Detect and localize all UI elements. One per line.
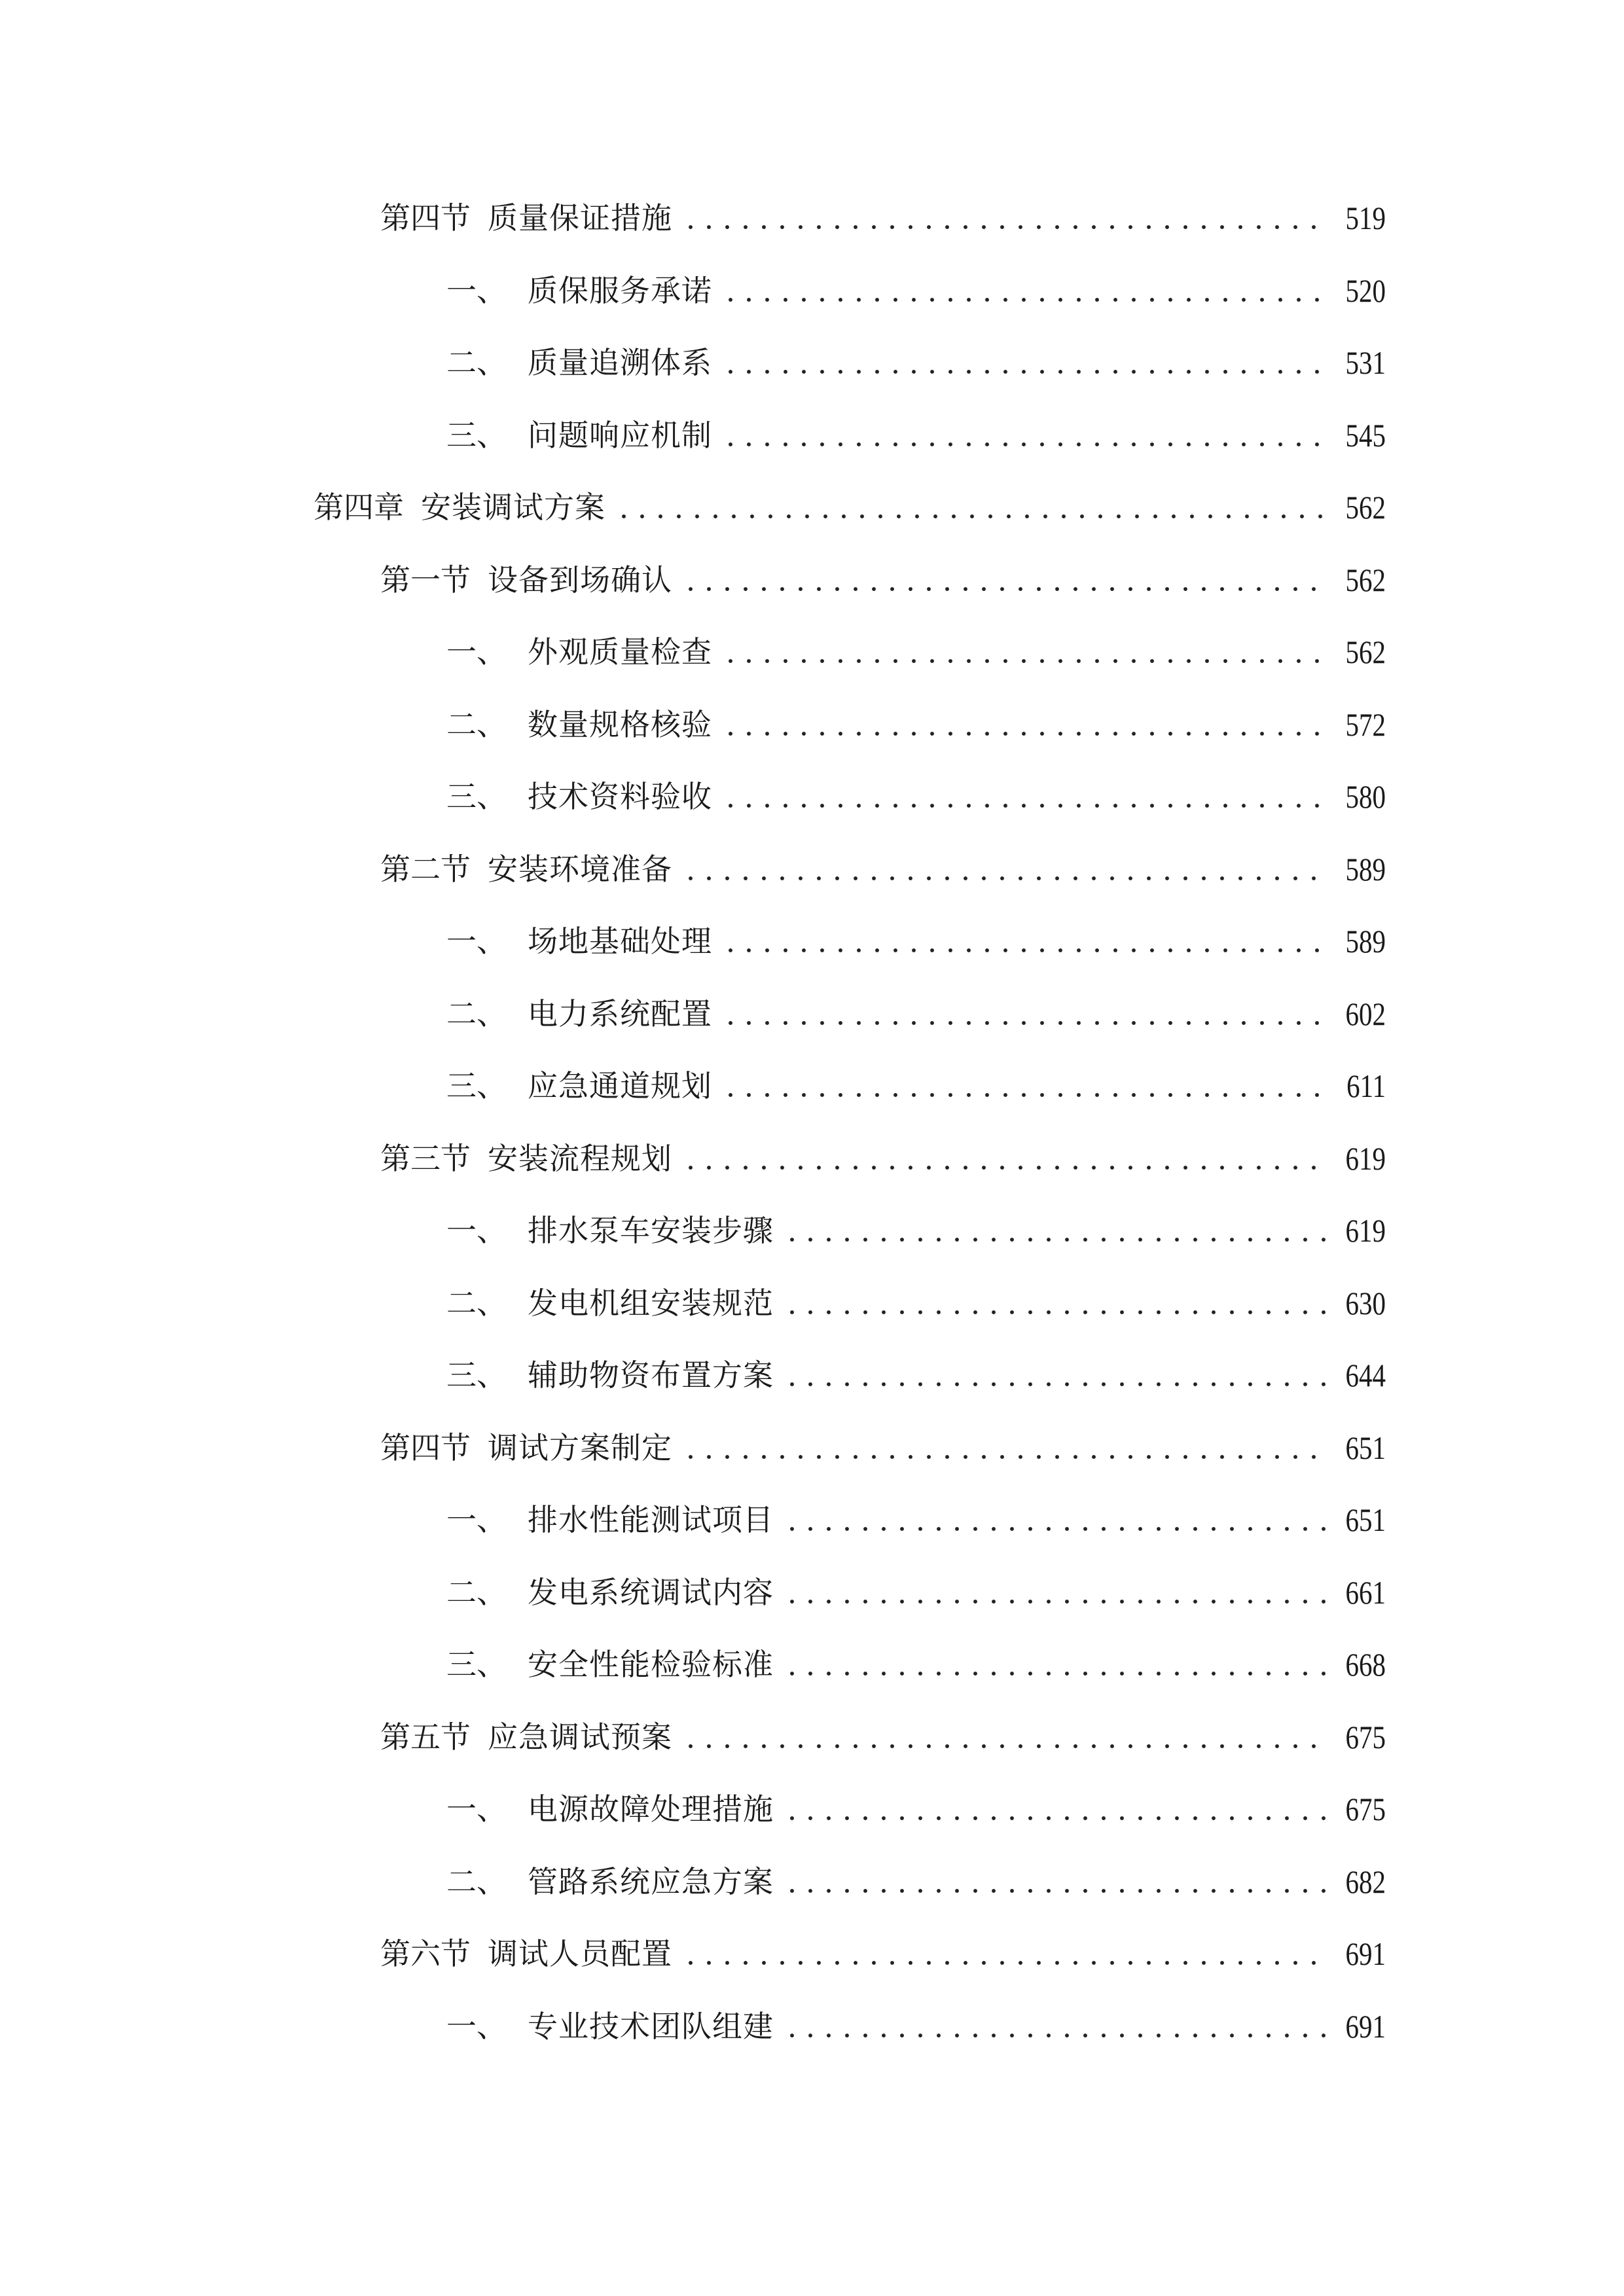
toc-entry-number: 三、 — [446, 1068, 507, 1104]
toc-entry-number: 三、 — [446, 1647, 507, 1683]
toc-entry-number: 一、 — [446, 2008, 507, 2044]
toc-entry-page-number: 602 — [1345, 995, 1386, 1032]
toc-entry-page-number: 675 — [1345, 1791, 1386, 1828]
toc-entry[interactable] — [0, 1412, 1624, 1484]
toc-entry-page-number: 651 — [1345, 1429, 1386, 1466]
toc-entry-title: 电力系统配置 — [528, 996, 712, 1031]
toc-entry-number: 二、 — [446, 706, 507, 742]
toc-entry-number: 第六节 — [380, 1936, 471, 1972]
toc-entry-page-number: 611 — [1346, 1067, 1386, 1105]
toc-entry-number: 第二节 — [380, 851, 471, 887]
toc-entry-number: 第四节 — [380, 1429, 471, 1465]
dot-leader — [783, 1789, 1329, 1829]
toc-entry-page-number: 675 — [1345, 1718, 1386, 1755]
toc-entry-number: 一、 — [446, 1502, 507, 1538]
toc-entry[interactable] — [0, 182, 1624, 255]
toc-entry-page-number: 691 — [1345, 2007, 1386, 2045]
toc-entry[interactable] — [0, 978, 1624, 1050]
toc-entry-number: 二、 — [446, 345, 507, 381]
toc-entry[interactable] — [0, 1050, 1624, 1122]
toc-entry-title: 质保服务承诺 — [528, 272, 712, 308]
toc-entry[interactable] — [0, 1339, 1624, 1412]
toc-entry[interactable] — [0, 327, 1624, 399]
toc-entry-title: 外观质量检查 — [528, 634, 712, 670]
toc-entry-title: 调试方案制定 — [488, 1429, 672, 1465]
dot-leader — [681, 1139, 1329, 1178]
toc-entry[interactable] — [0, 399, 1624, 472]
dot-leader — [681, 1428, 1329, 1467]
dot-leader — [783, 1283, 1329, 1323]
toc-entry-title: 排水泵车安装步骤 — [528, 1213, 774, 1249]
dot-leader — [783, 1500, 1329, 1539]
toc-entry-number: 二、 — [446, 1574, 507, 1610]
toc-entry[interactable] — [0, 471, 1624, 544]
toc-entry[interactable] — [0, 1628, 1624, 1701]
toc-entry-title: 质量保证措施 — [488, 200, 672, 236]
toc-entry-number: 一、 — [446, 924, 507, 960]
toc-entry[interactable] — [0, 761, 1624, 833]
toc-entry-title: 应急通道规划 — [528, 1068, 712, 1104]
toc-entry-number: 二、 — [446, 1863, 507, 1899]
toc-entry[interactable] — [0, 1990, 1624, 2063]
toc-entry-title: 管路系统应急方案 — [528, 1863, 774, 1899]
toc-entry[interactable] — [0, 1267, 1624, 1340]
toc-entry-page-number: 682 — [1345, 1863, 1386, 1900]
toc-entry[interactable] — [0, 255, 1624, 327]
dot-leader — [721, 922, 1329, 961]
toc-entry-number: 第四节 — [380, 200, 471, 236]
toc-entry-title: 辅助物资布置方案 — [528, 1357, 774, 1393]
dot-leader — [721, 777, 1329, 816]
toc-entry-title: 技术资料验收 — [528, 779, 712, 815]
toc-entry[interactable] — [0, 689, 1624, 761]
toc-entry-page-number: 589 — [1345, 923, 1386, 960]
dot-leader — [783, 2007, 1329, 2046]
toc-entry-number: 一、 — [446, 272, 507, 308]
toc-entry-page-number: 562 — [1345, 634, 1386, 671]
toc-entry[interactable] — [0, 1846, 1624, 1918]
toc-entry-title: 排水性能测试项目 — [528, 1502, 774, 1538]
toc-entry[interactable] — [0, 1918, 1624, 1990]
toc-entry-number: 二、 — [446, 1285, 507, 1321]
toc-entry-number: 三、 — [446, 779, 507, 815]
toc-entry-title: 发电机组安装规范 — [528, 1285, 774, 1321]
toc-entry-number: 第四章 — [314, 490, 404, 526]
toc-entry-page-number: 562 — [1345, 561, 1386, 598]
toc-entry-title: 应急调试预案 — [488, 1719, 672, 1755]
toc-entry[interactable] — [0, 1701, 1624, 1774]
dot-leader — [721, 705, 1329, 744]
dot-leader — [681, 560, 1329, 600]
dot-leader — [721, 1066, 1330, 1105]
toc-entry-title: 数量规格核验 — [528, 706, 712, 742]
table-of-contents — [0, 182, 1624, 2062]
toc-entry-number: 二、 — [446, 996, 507, 1031]
toc-entry[interactable] — [0, 1122, 1624, 1195]
toc-entry-number: 第三节 — [380, 1140, 471, 1176]
toc-entry-number: 一、 — [446, 1213, 507, 1249]
dot-leader — [721, 343, 1329, 382]
toc-entry-title: 设备到场确认 — [488, 562, 672, 598]
toc-entry-page-number: 619 — [1345, 1212, 1386, 1249]
toc-entry-page-number: 661 — [1345, 1573, 1386, 1611]
dot-leader — [681, 850, 1329, 889]
toc-entry[interactable] — [0, 1773, 1624, 1846]
toc-entry-page-number: 668 — [1345, 1646, 1386, 1683]
toc-entry-page-number: 519 — [1345, 200, 1386, 237]
dot-leader — [783, 1573, 1329, 1612]
toc-entry-page-number: 691 — [1345, 1935, 1386, 1973]
toc-entry-page-number: 562 — [1345, 489, 1386, 526]
toc-entry-title: 安装调试方案 — [421, 490, 605, 526]
toc-entry[interactable] — [0, 616, 1624, 689]
toc-entry-title: 质量追溯体系 — [528, 345, 712, 381]
toc-entry-title: 电源故障处理措施 — [528, 1791, 774, 1827]
toc-entry-number: 三、 — [446, 1357, 507, 1393]
toc-entry-title: 专业技术团队组建 — [528, 2008, 774, 2044]
toc-entry-title: 问题响应机制 — [528, 417, 712, 453]
toc-entry-page-number: 520 — [1345, 272, 1386, 309]
toc-entry-title: 场地基础处理 — [528, 924, 712, 960]
toc-entry-number: 第一节 — [380, 562, 471, 598]
dot-leader — [721, 632, 1329, 672]
toc-entry[interactable] — [0, 1194, 1624, 1267]
toc-entry-page-number: 644 — [1345, 1357, 1386, 1394]
toc-entry-number: 一、 — [446, 634, 507, 670]
toc-entry-title: 调试人员配置 — [488, 1936, 672, 1972]
dot-leader — [783, 1211, 1329, 1250]
toc-entry[interactable] — [0, 1484, 1624, 1556]
dot-leader — [721, 416, 1329, 455]
toc-entry[interactable] — [0, 1556, 1624, 1629]
toc-entry-title: 安装环境准备 — [488, 851, 672, 887]
toc-entry[interactable] — [0, 544, 1624, 617]
toc-entry-page-number: 630 — [1345, 1284, 1386, 1321]
toc-entry-number: 一、 — [446, 1791, 507, 1827]
toc-entry-page-number: 531 — [1345, 344, 1386, 382]
toc-entry-page-number: 580 — [1345, 778, 1386, 816]
toc-entry-page-number: 619 — [1345, 1139, 1386, 1177]
toc-entry-page-number: 545 — [1345, 416, 1386, 454]
toc-entry-page-number: 572 — [1345, 706, 1386, 743]
toc-entry-title: 安装流程规划 — [488, 1140, 672, 1176]
toc-entry-title: 安全性能检验标准 — [528, 1647, 774, 1683]
dot-leader — [615, 488, 1329, 527]
dot-leader — [783, 1355, 1329, 1395]
dot-leader — [783, 1645, 1329, 1684]
dot-leader — [681, 1934, 1329, 1973]
toc-entry-page-number: 589 — [1345, 850, 1386, 888]
dot-leader — [721, 271, 1329, 310]
toc-entry[interactable] — [0, 833, 1624, 906]
toc-entry-page-number: 651 — [1345, 1501, 1386, 1539]
toc-entry-title: 发电系统调试内容 — [528, 1574, 774, 1610]
toc-entry-number: 第五节 — [380, 1719, 471, 1755]
toc-entry[interactable] — [0, 905, 1624, 978]
toc-entry-number: 三、 — [446, 417, 507, 453]
dot-leader — [783, 1862, 1329, 1901]
dot-leader — [681, 1717, 1329, 1757]
dot-leader — [681, 198, 1329, 238]
dot-leader — [721, 994, 1329, 1033]
